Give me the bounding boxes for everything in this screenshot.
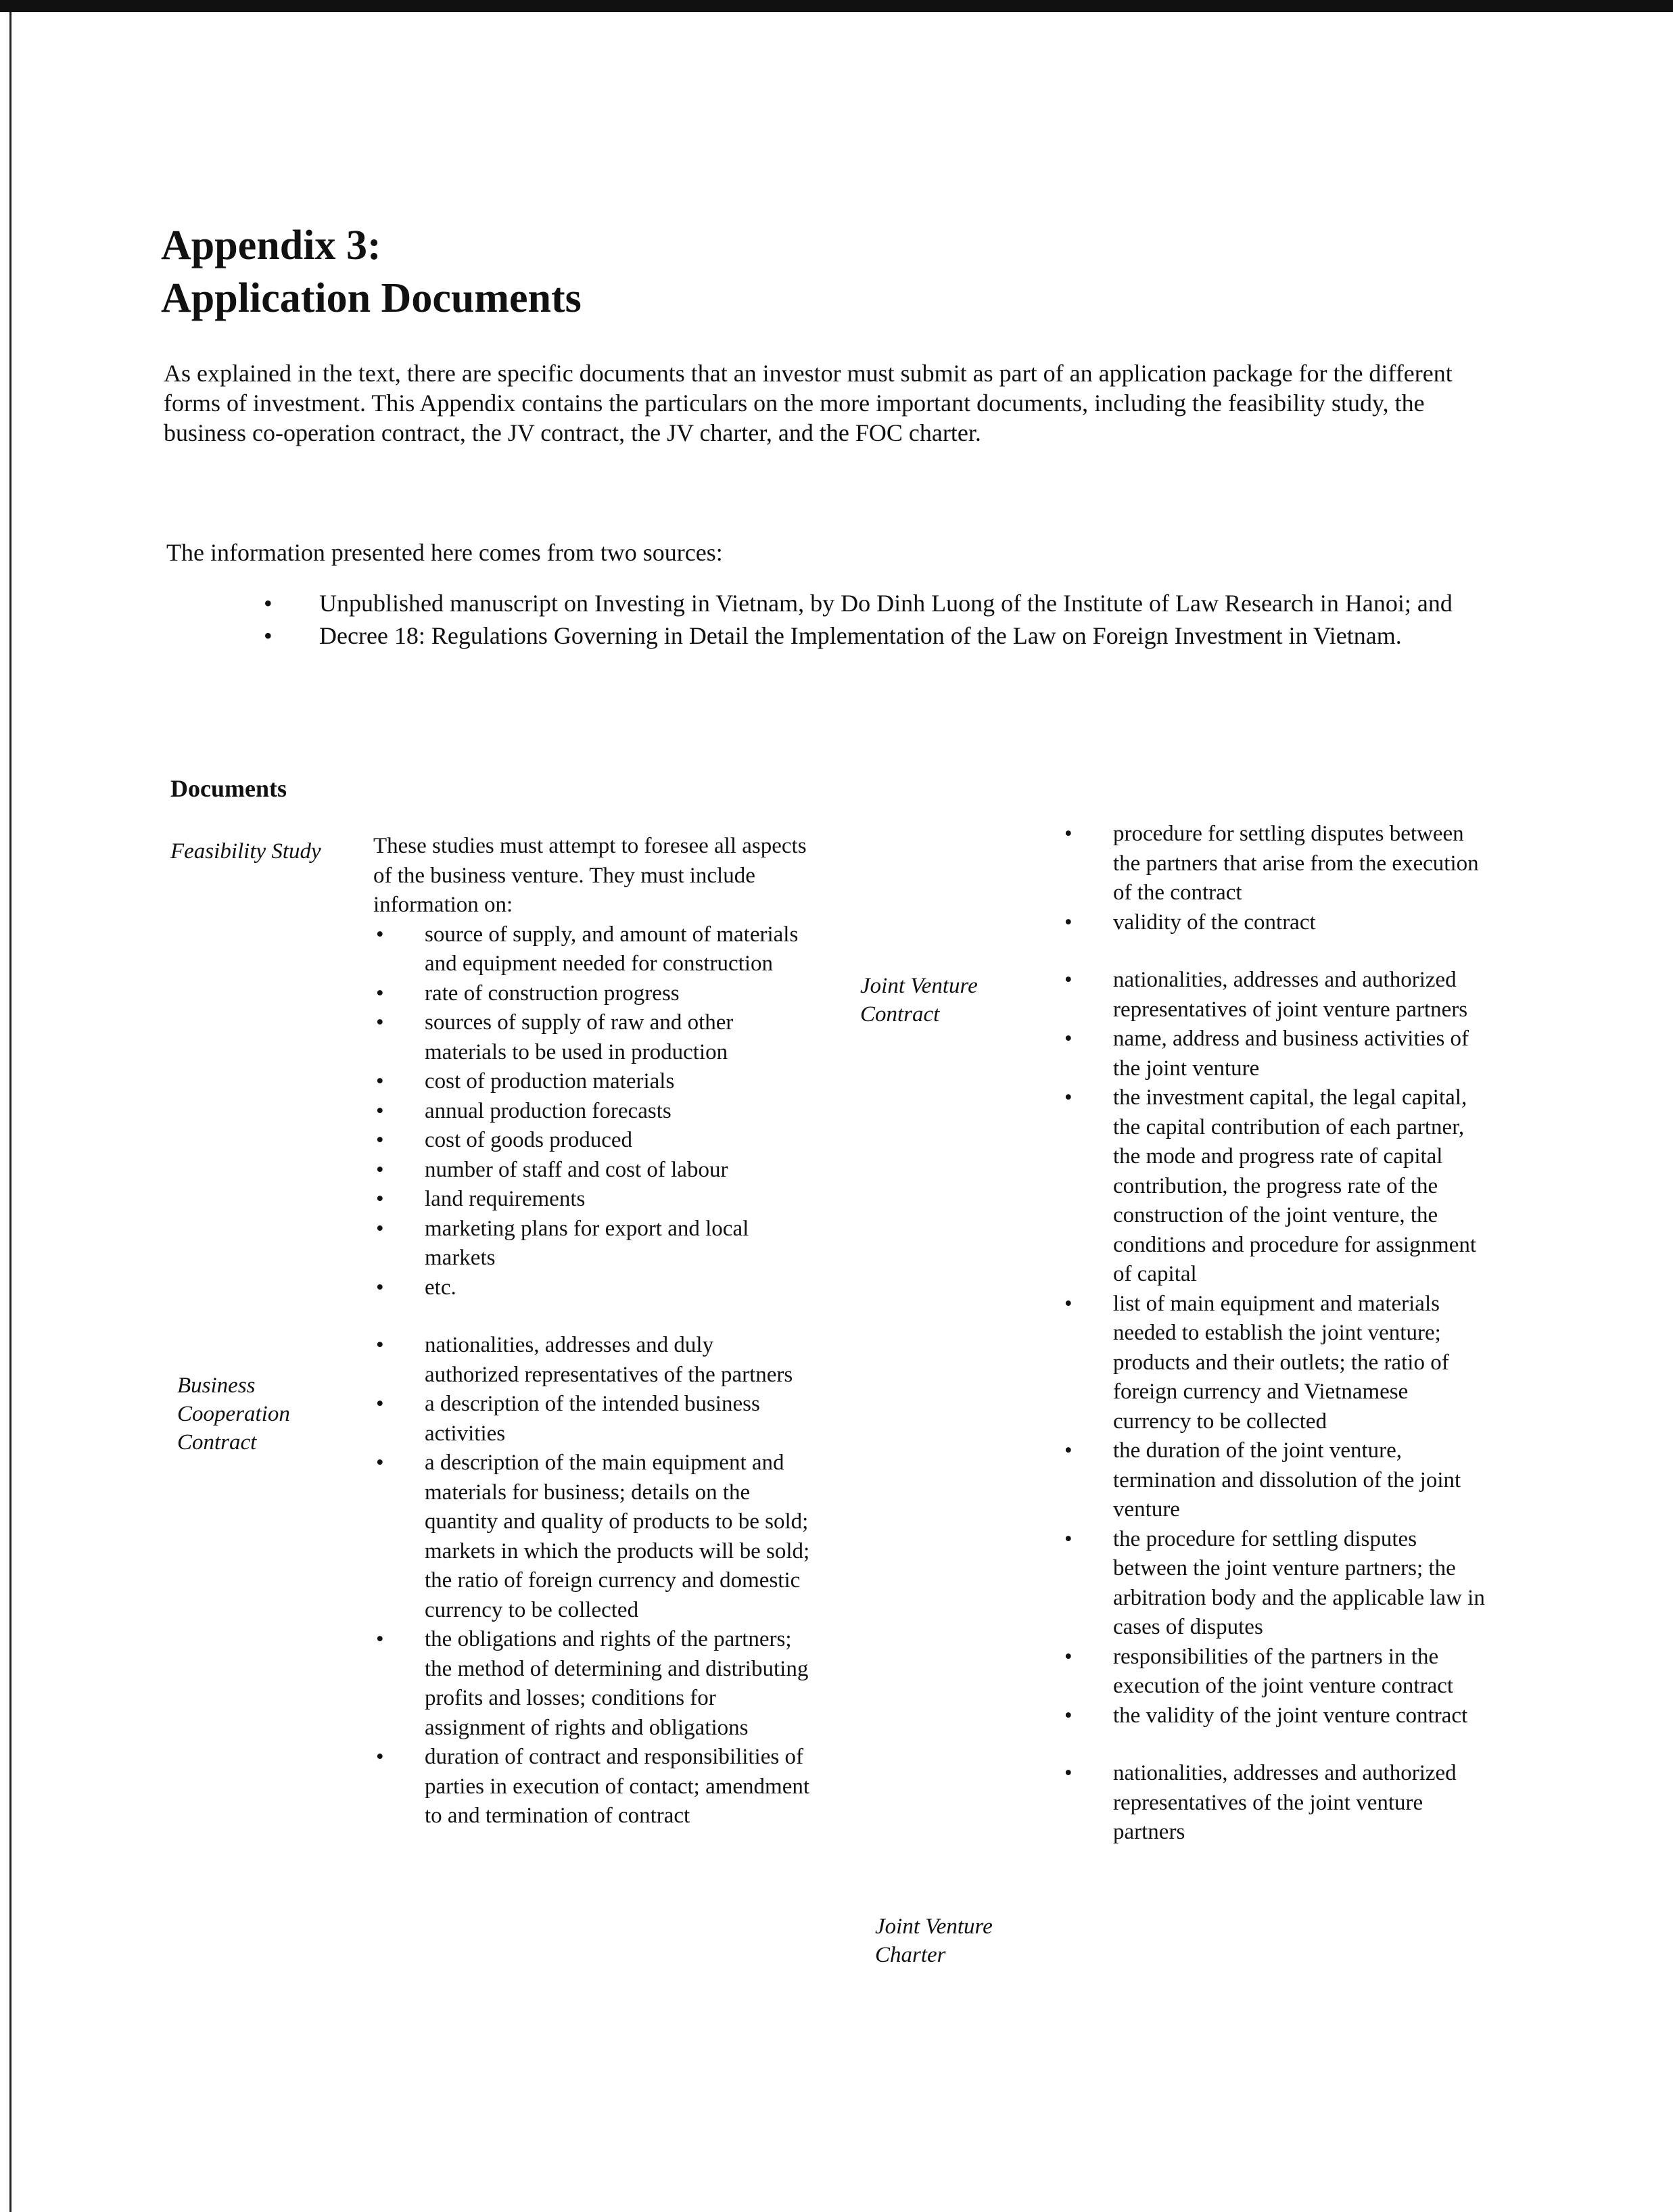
bullet: • — [376, 981, 384, 1006]
list-item — [373, 979, 813, 1009]
bullet: • — [376, 1392, 384, 1416]
joint-venture-charter-list — [1062, 1759, 1488, 1848]
list-item — [1062, 1436, 1488, 1525]
list-item — [373, 1126, 813, 1156]
list-item-text: validity of the contract — [1113, 910, 1316, 935]
list-item-text: number of staff and cost of labour — [425, 1157, 728, 1182]
bullet: • — [376, 1157, 384, 1182]
list-item — [1062, 820, 1488, 908]
list-item-text: nationalities, addresses and authorized representatives of the joint venture partners — [1113, 1761, 1457, 1844]
source-text: Decree 18: Regulations Governing in Detail the Implementation of the Law on Foreign Investment in Vietnam. — [319, 622, 1402, 649]
list-item-text: marketing plans for export and local markets — [425, 1216, 749, 1270]
joint-venture-contract-list — [1062, 966, 1488, 1731]
list-item-text: the duration of the joint venture, termination and dissolution of the joint venture — [1113, 1438, 1461, 1522]
documents-heading: Documents — [170, 775, 287, 802]
bullet: • — [1064, 1703, 1073, 1728]
list-item — [1062, 1025, 1488, 1083]
bullet: • — [1064, 1526, 1073, 1551]
list-item-text: land requirements — [425, 1187, 586, 1211]
list-item-text: the obligations and rights of the partners; the method of determining and distributing profits and losses; conditions for assignment of rights and obligations — [425, 1627, 809, 1740]
bullet: • — [1064, 1027, 1073, 1051]
source-item — [264, 621, 1481, 651]
bullet: • — [1064, 1644, 1073, 1669]
bullet: • — [376, 1098, 384, 1123]
list-item-text: source of supply, and amount of materials and equipment needed for construction — [425, 922, 799, 976]
sources-lead: The information presented here comes from two sources: — [166, 539, 723, 566]
source-text: Unpublished manuscript on Investing in Vietnam, by Do Dinh Luong of the Institute of Law Research in Hanoi; and — [319, 590, 1453, 617]
list-item-text: the validity of the joint venture contract — [1113, 1703, 1468, 1728]
bullet: • — [376, 1010, 384, 1035]
list-item — [1062, 1701, 1488, 1731]
source-item — [264, 588, 1481, 618]
list-item-text: cost of goods produced — [425, 1128, 633, 1152]
bullet: • — [376, 922, 384, 947]
bullet: • — [376, 1187, 384, 1211]
bullet: • — [1064, 822, 1073, 846]
label-line: Contract — [860, 1002, 940, 1027]
list-item-text: a description of the main equipment and materials for business; details on the quantity and quality of products to be sold; markets in which the products will be sold; the ratio of foreign currency and domestic currency to be collected — [425, 1451, 810, 1622]
bullet: • — [1064, 1761, 1073, 1785]
list-item-text: etc. — [425, 1275, 456, 1300]
bullet: • — [376, 1069, 384, 1093]
bullet: • — [264, 590, 273, 617]
bullet: • — [1064, 1291, 1073, 1316]
bullet: • — [1064, 1438, 1073, 1463]
label-line: Charter — [875, 1943, 946, 1967]
business-cooperation-contract-list — [373, 1331, 813, 1831]
label-line: Business — [177, 1373, 256, 1398]
list-item — [1062, 1525, 1488, 1643]
list-item — [1062, 1083, 1488, 1290]
joint-venture-charter-label — [875, 1912, 993, 1969]
label-line: Contract — [177, 1430, 257, 1455]
list-item — [1062, 908, 1488, 938]
bullet: • — [376, 1128, 384, 1152]
scan-left-edge — [9, 12, 11, 2212]
scan-top-border — [0, 0, 1673, 12]
list-item — [373, 1331, 813, 1390]
list-item — [1062, 1643, 1488, 1701]
right-column — [1062, 820, 1488, 1848]
list-item — [1062, 1290, 1488, 1437]
feasibility-study-label: Feasibility Study — [170, 839, 321, 864]
bullet: • — [376, 1216, 384, 1241]
business-cooperation-contract-label — [177, 1371, 290, 1457]
list-item — [373, 1097, 813, 1127]
label-line: Joint Venture — [875, 1914, 993, 1939]
list-item — [373, 1449, 813, 1625]
feasibility-study-list — [373, 920, 813, 1303]
feasibility-study-intro: These studies must attempt to foresee all aspects of the business venture. They must include information on: — [373, 834, 807, 917]
list-item-text: nationalities, addresses and duly authorized representatives of the partners — [425, 1333, 793, 1387]
list-item-text: the investment capital, the legal capital, the capital contribution of each partner, the mode and progress rate of capital contribution, the progress rate of the construction of the joint venture, the conditions and procedure for assignment of capital — [1113, 1085, 1477, 1286]
left-column — [373, 832, 813, 1831]
sources-list — [264, 588, 1481, 653]
list-item — [1062, 1759, 1488, 1848]
list-item-text: procedure for settling disputes between the partners that arise from the execution of the contract — [1113, 822, 1479, 905]
list-item — [373, 1390, 813, 1449]
business-cooperation-contract-list-continued — [1062, 820, 1488, 937]
intro-paragraph: As explained in the text, there are specific documents that an investor must submit as part of an application package for the different forms of investment. This Appendix contains the particulars on the more important documents, including the feasibility study, the business co-operation contract, the JV contract, the JV charter, and the FOC charter. — [164, 360, 1453, 446]
bullet: • — [376, 1627, 384, 1651]
list-item — [373, 1215, 813, 1273]
list-item-text: a description of the intended business activities — [425, 1392, 760, 1446]
bullet: • — [376, 1275, 384, 1300]
list-item-text: responsibilities of the partners in the execution of the joint venture contract — [1113, 1644, 1454, 1698]
list-item — [373, 1008, 813, 1067]
list-item — [373, 1156, 813, 1185]
list-item-text: nationalities, addresses and authorized representatives of joint venture partners — [1113, 968, 1468, 1022]
bullet: • — [264, 622, 273, 649]
bullet: • — [1064, 968, 1073, 992]
list-item — [373, 1067, 813, 1097]
list-item-text: name, address and business activities of the joint venture — [1113, 1027, 1469, 1081]
joint-venture-contract-label — [860, 972, 978, 1029]
list-item-text: sources of supply of raw and other materials to be used in production — [425, 1010, 734, 1064]
list-item-text: annual production forecasts — [425, 1098, 671, 1123]
list-item — [373, 1185, 813, 1215]
list-item-text: list of main equipment and materials needed to establish the joint venture; products and their outlets; the ratio of foreign currency and Vietnamese currency to be collected — [1113, 1291, 1449, 1434]
title-line-2: Application Documents — [161, 275, 582, 321]
bullet: • — [376, 1451, 384, 1475]
bullet: • — [376, 1745, 384, 1769]
bullet: • — [1064, 910, 1073, 935]
bullet: • — [1064, 1085, 1073, 1110]
list-item — [1062, 966, 1488, 1025]
list-item-text: the procedure for settling disputes between the joint venture partners; the arbitration body and the applicable law in cases of disputes — [1113, 1526, 1485, 1639]
page-title — [161, 219, 582, 325]
list-item — [373, 920, 813, 979]
list-item — [373, 1273, 813, 1303]
list-item — [373, 1743, 813, 1831]
list-item — [373, 1625, 813, 1743]
list-item-text: rate of construction progress — [425, 981, 680, 1006]
label-line: Cooperation — [177, 1402, 290, 1426]
bullet: • — [376, 1333, 384, 1357]
label-line: Joint Venture — [860, 974, 978, 998]
list-item-text: duration of contract and responsibilities of parties in execution of contact; amendment to and termination of contract — [425, 1745, 810, 1828]
title-line-1: Appendix 3: — [161, 222, 381, 268]
list-item-text: cost of production materials — [425, 1069, 675, 1093]
